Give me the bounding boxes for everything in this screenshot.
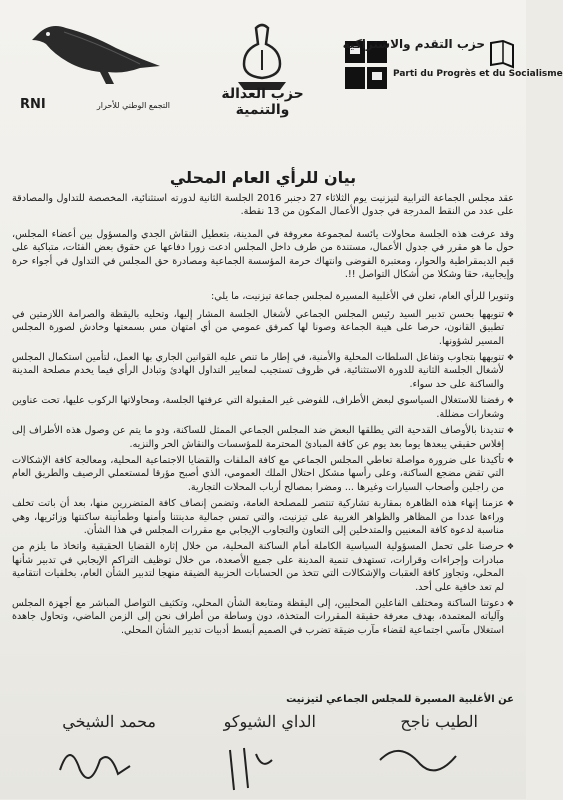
pps-book-icon [489, 39, 515, 69]
pjd-name: حزب العدالة والتنمية [221, 86, 304, 118]
pps-name-fr: Parti du Progrès et du Socialisme [393, 69, 563, 79]
list-item: ❖ رفضنا للاستغلال السياسوي لبعض الأطراف، للفوضى غير المقبولة التي عرفتها الجلسة، ومحاولاتها الركوب عليها، تحت عناوين وشعارات مضللة. [12, 394, 514, 421]
signature: الطيب ناجح [400, 712, 478, 731]
signoff-line: عن الأغلبية المسيرة للمجلس الجماعي لتيزنيت [286, 694, 514, 705]
rni-logo [20, 14, 170, 114]
signature: محمد الشيخي [62, 712, 156, 731]
intro-paragraph: وقد عرفت هذه الجلسة محاولات يائسة لمجموعة معروفة في المدينة، بتعطيل النقاش الجدي والمسؤول بين أعضاء المجلس، حول ما هو مقرر في جدول الأعمال، مستندة من طرف داخل المجلس ادعت زورا دفاعها عن حقوق بعض الفئات، متباكية على قيم الديمقراطية والحوار، ومعتبرة الفوضى وانتهاك حرمة المؤسسة الجماعية ومصادرة حق المجلس في التداول في أجواء حرة وإيجابية، حقا وشكلا من أشكال التواصل !!. [12, 228, 514, 281]
page-title: بيان للرأي العام المحلي [169, 168, 357, 187]
rni-name: التجمع الوطني للأحرار [96, 101, 170, 110]
intro-paragraph: عقد مجلس الجماعة الترابية لتيزنيت يوم الثلاثاء 27 دجنبر 2016 الجلسة الثانية لدورته استثنائية، المخصصة للتداول والمصادقة على عدد من النقط المدرجة في جدول الأعمال المكون من 13 نقطة. [12, 193, 515, 218]
pps-name-ar: حزب التقدم والاشتراكية [342, 37, 485, 51]
list-item: ❖ عزمنا إنهاء هذه الظاهرة بمقاربة تشاركية تنتصر للمصلحة العامة، وتضمن إنصاف كافة المتضررين منها، بعد أن باتت تخلف وراءها عددا من المظاهر والظواهر الغريبة على تيزنيت، والتي تمس جمالية مدينتنا وأمنها وطمأنينة ساكنتها وزائريها، وهي مناسبة لدعوة كافة المعنيين والمتدخلين إلى التعاون والتجاوب الإيجابي مع مقررات المجلس في هذا الشأن. [12, 497, 514, 537]
pps-logo [342, 35, 563, 115]
pjd-logo [200, 22, 325, 122]
signature-scribble [0, 730, 520, 800]
rni-acronym: RNI [20, 97, 46, 112]
list-item: ❖ تنويهها بتجاوب وتفاعل السلطات المحلية والأمنية، في إطار ما تنص عليه القوانين الجاري بها العمل، لتأمين استكمال المجلس لأشغال الجلسة الثانية للدورة الاستثنائية، في ظروف تستجيب لمعايير التداول الهادئ وتبادل الرأي فيما يخدم مصلحة المدينة والساكنة على حد سواء. [12, 351, 514, 391]
list-item: ❖ تأكيدنا على ضرورة مواصلة تعاطي المجلس الجماعي مع كافة الملفات والقضايا الاجتماعية المحلية، ومعالجة كافة الإشكالات التي تقض مضجع الساكنة، وعلى رأسها مشكل احتلال الملك العمومي، الذي أصبح مؤرقا لمستعملي الرصيف والطريق العام من راجلين وأصحاب السيارات وغيرها ... ومضرا بمصالح أرباب المحلات التجارية. [12, 454, 514, 494]
list-item: ❖ تنويهها بحسن تدبير السيد رئيس المجلس الجماعي لأشغال الجلسة المشار إليها، وتحليه باليقظة والصرامة اللازمتين في تطبيق القانون، حرصا على هيبة الجماعة وصونا لها كمرفق عمومي من أي امتهان مس بسمعتها وخادش لصورة المجلس المسير لشؤونها. [12, 308, 514, 348]
signature: الداي الشيوكو [223, 712, 316, 731]
letterhead [0, 0, 563, 130]
statement-body [12, 192, 514, 640]
intro-paragraph: وتنويرا للرأي العام، تعلن في الأغلبية المسيرة لمجلس جماعة تيزنيت، ما يلي: [210, 291, 514, 303]
list-item: ❖ حرصنا على تحمل المسؤولية السياسية الكاملة أمام الساكنة المحلية، من خلال إثارة القضايا الحقيقية واتخاذ ما يلزم من مبادرات وإجراءات وقرارات، تستهدف تنمية المدينة على جميع الأصعدة، من خلال توظيف التراكم الإيجابي في تدبير شأنها المحلي، وتجاوز كافة العقبات والإشكالات التي تتخذ من الحسابات الحزبية الضيقة منهجا لتدبير الشأن العام، بخلفيات انتقامية لم تعد خافية على أحد. [12, 540, 514, 594]
dove-icon [20, 14, 170, 94]
list-item: ❖ دعوتنا الساكنة ومختلف الفاعلين المحليين، إلى اليقظة ومتابعة الشأن المحلي، وتكثيف التواصل المباشر مع أجهزة المجلس وآلياته المعتمدة، بهدف معرفة حقيقة المقررات المتخذة، دون وساطة من أطراف نحن إلى الزمن الماضي، وتحاول جاهدة استغلال مآسي اجتماعية لقضاء مآرب ضيقة تضرب في الصميم أبسط أدبيات تدبير الشأن المحلي. [12, 597, 514, 637]
list-item: ❖ تنديدنا بالأوصاف القدحية التي يطلقها البعض ضد المجلس الجماعي الممثل للساكنة، ودو ما يتم عن وصول هذه الأطراف إلى إفلاس حقيقي يبعدها يوما بعد يوم عن كافة المبادئ المحترمة للمؤسسات والنقاش الحر والنزيه. [12, 424, 514, 451]
